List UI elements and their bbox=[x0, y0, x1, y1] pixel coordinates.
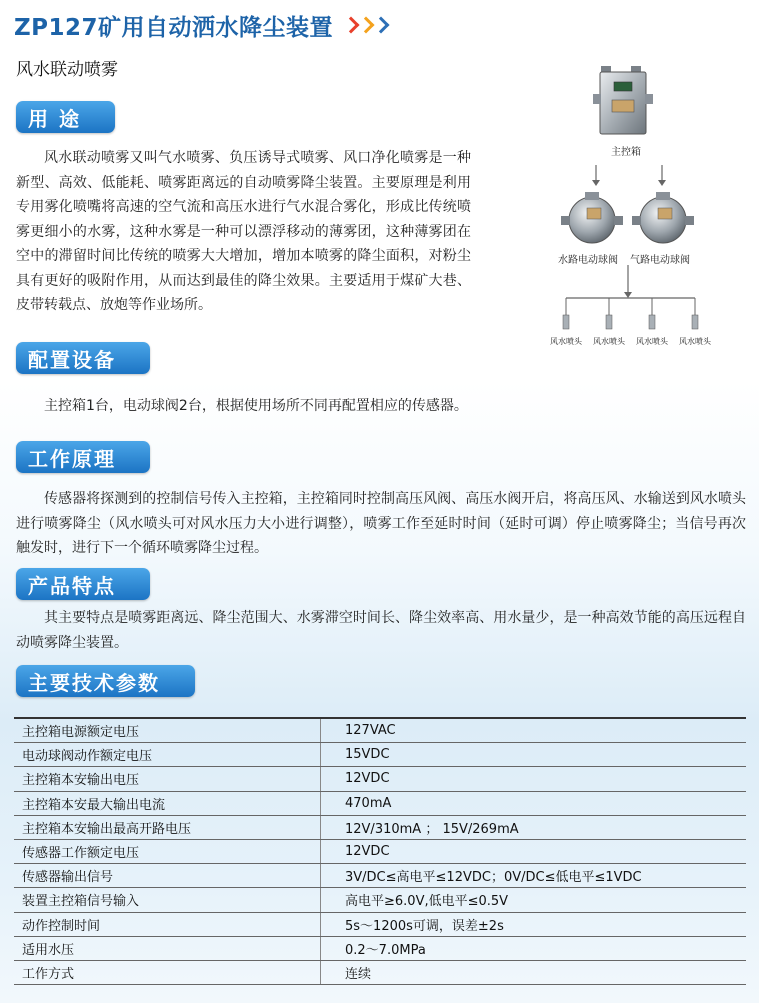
nozzle-icon bbox=[692, 298, 698, 329]
table-row bbox=[14, 936, 746, 960]
spec-name: 适用水压 bbox=[14, 936, 321, 960]
spec-value: 12VDC bbox=[321, 767, 747, 791]
table-row bbox=[14, 960, 746, 984]
section-heading-features: 产品特点 bbox=[16, 568, 150, 600]
nozzle-icon bbox=[563, 298, 569, 329]
table-row bbox=[14, 839, 746, 863]
table-row bbox=[14, 815, 746, 839]
water-valve-label: 水路电动球阀 bbox=[558, 255, 618, 266]
table-row bbox=[14, 743, 746, 767]
spec-name: 工作方式 bbox=[14, 960, 321, 984]
page-title bbox=[14, 8, 390, 42]
spec-value: 5s～1200s可调，误差±2s bbox=[321, 912, 747, 936]
spec-name: 传感器输出信号 bbox=[14, 864, 321, 888]
features-paragraph: 其主要特点是喷雾距离远、降尘范围大、水雾滞空时间长、降尘效率高、用水量少，是一种高效节能的高压远程自动喷雾降尘装置。 bbox=[16, 610, 746, 651]
spec-name: 动作控制时间 bbox=[14, 912, 321, 936]
nozzle-label: 风水喷头 bbox=[550, 337, 582, 346]
chevron-right-icon bbox=[345, 19, 390, 31]
spec-value: 127VAC bbox=[321, 718, 747, 743]
table-row bbox=[14, 888, 746, 912]
spec-value: 12V/310mA ； 15V/269mA bbox=[321, 815, 747, 839]
nozzle-icon bbox=[606, 298, 612, 329]
table-row bbox=[14, 912, 746, 936]
spec-table bbox=[14, 717, 746, 985]
config-paragraph: 主控箱1台，电动球阀2台，根据使用场所不同再配置相应的传感器。 bbox=[44, 398, 468, 414]
section-heading-principle: 工作原理 bbox=[16, 441, 150, 473]
page-title-text: ZP127矿用自动洒水降尘装置 bbox=[14, 14, 334, 41]
air-valve-icon bbox=[632, 192, 694, 243]
section-heading-config: 配置设备 bbox=[16, 342, 150, 374]
spec-name: 主控箱本安输出电压 bbox=[14, 767, 321, 791]
nozzle-label: 风水喷头 bbox=[679, 337, 711, 346]
spec-name: 主控箱本安输出最高开路电压 bbox=[14, 815, 321, 839]
water-valve-icon bbox=[561, 192, 623, 243]
spec-name: 主控箱电源额定电压 bbox=[14, 718, 321, 743]
spec-value: 0.2～7.0MPa bbox=[321, 936, 747, 960]
spec-name: 电动球阀动作额定电压 bbox=[14, 743, 321, 767]
main-control-box-icon bbox=[593, 66, 653, 134]
spec-name: 主控箱本安最大输出电流 bbox=[14, 791, 321, 815]
nozzle-icon bbox=[649, 298, 655, 329]
nozzle-label: 风水喷头 bbox=[593, 337, 625, 346]
section-heading-specs: 主要技术参数 bbox=[16, 665, 195, 697]
table-row bbox=[14, 864, 746, 888]
air-valve-label: 气路电动球阀 bbox=[630, 255, 690, 266]
spec-name: 装置主控箱信号输入 bbox=[14, 888, 321, 912]
spec-value: 连续 bbox=[321, 960, 747, 984]
spec-name: 传感器工作额定电压 bbox=[14, 839, 321, 863]
main-box-label: 主控箱 bbox=[611, 147, 641, 158]
spec-value: 高电平≥6.0V,低电平≤0.5V bbox=[321, 888, 747, 912]
table-row bbox=[14, 791, 746, 815]
table-row bbox=[14, 767, 746, 791]
nozzle-label: 风水喷头 bbox=[636, 337, 668, 346]
page-subtitle: 风水联动喷雾 bbox=[16, 60, 118, 80]
spec-value: 470mA bbox=[321, 791, 747, 815]
spec-value: 15VDC bbox=[321, 743, 747, 767]
system-diagram bbox=[540, 60, 755, 360]
spec-value: 3V/DC≤高电平≤12VDC；0V/DC≤低电平≤1VDC bbox=[321, 864, 747, 888]
system-diagram-graphic bbox=[540, 60, 755, 360]
principle-paragraph: 传感器将探测到的控制信号传入主控箱，主控箱同时控制高压风阀、高压水阀开启，将高压风、水输送到风水喷头进行喷雾降尘（风水喷头可对风水压力大小进行调整），喷雾工作至延时时间（延时可调）停止喷雾降尘；当信号再次触发时，进行下一个循环喷雾降尘过程。 bbox=[16, 491, 746, 556]
usage-paragraph: 风水联动喷雾又叫气水喷雾、负压诱导式喷雾、风口净化喷雾是一种新型、高效、低能耗、喷雾距离远的自动喷雾降尘装置。主要原理是利用专用雾化喷嘴将高速的空气流和高压水进行气水混合雾化，形成比传统喷雾更细小的水雾，这种水雾是一种可以漂浮移动的薄雾团，这种薄雾团在空中的滞留时间比传统的喷雾大大增加，增加本喷雾的降尘面积，对粉尘具有更好的吸附作用，从而达到最佳的降尘效果。主要适用于煤矿大巷、皮带转载点、放炮等作业场所。 bbox=[16, 150, 471, 313]
section-heading-usage: 用 途 bbox=[16, 101, 115, 133]
table-row bbox=[14, 718, 746, 743]
spec-value: 12VDC bbox=[321, 839, 747, 863]
